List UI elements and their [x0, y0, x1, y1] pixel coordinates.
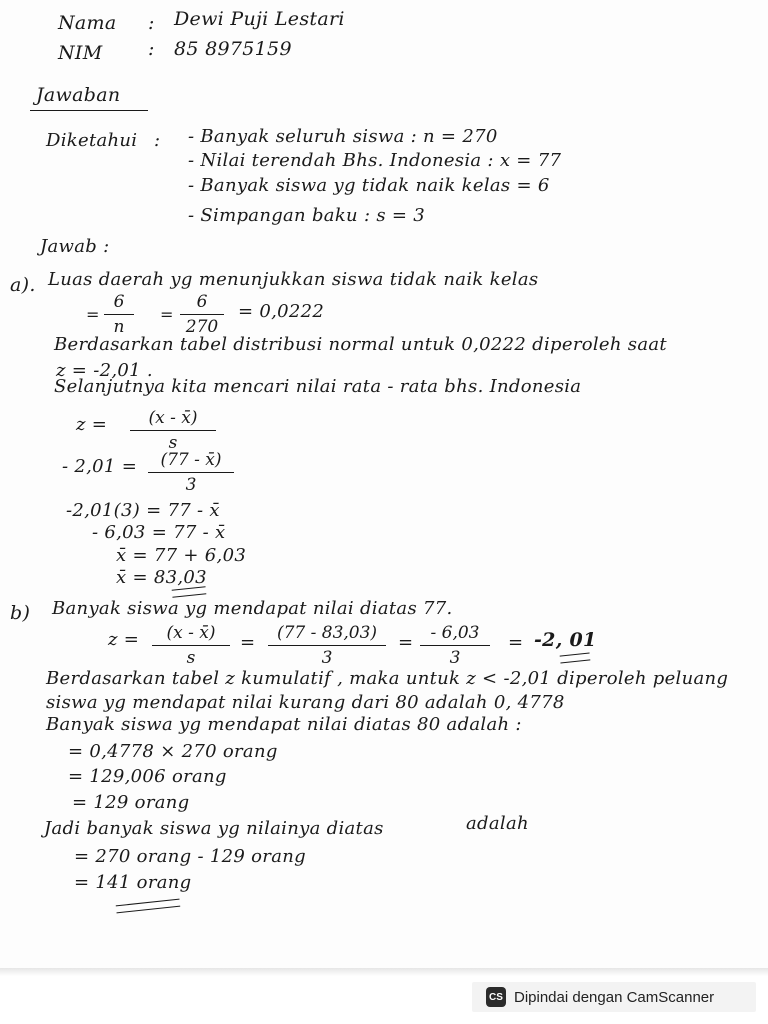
- b-fraction-1-den: s: [186, 648, 196, 668]
- part-b-title: Banyak siswa yg mendapat nilai diatas 77.: [52, 598, 453, 619]
- jawab-label: Jawab :: [40, 236, 110, 257]
- ratio-eq2: =: [160, 305, 174, 324]
- ratio-num-1: 6: [113, 292, 125, 312]
- line-z-value: z = -2,01 .: [56, 360, 153, 381]
- b-fraction-1-num: (x - x̄): [166, 623, 216, 643]
- ratio-result: = 0,0222: [238, 301, 325, 322]
- subst-lhs: - 2,01 =: [62, 456, 138, 477]
- b-fraction-2-bar: [268, 645, 386, 646]
- page-edge-shadow: [0, 968, 768, 976]
- ratio-fraction-2: [180, 294, 224, 336]
- b-fraction-3: [420, 625, 490, 667]
- calc-3: = 129 orang: [72, 792, 190, 813]
- diketahui-item-3: - Banyak siswa yg tidak naik kelas = 6: [188, 175, 550, 196]
- calc-2: = 129,006 orang: [68, 766, 227, 787]
- part-a-title: Luas daerah yg menunjukkan siswa tidak naik kelas: [48, 269, 539, 290]
- b-fraction-2-den: 3: [321, 648, 333, 668]
- b-z-lhs: z =: [108, 629, 140, 650]
- jadi-adalah: adalah: [466, 813, 529, 834]
- diketahui-separator: :: [154, 130, 161, 151]
- nim-label: NIM: [58, 42, 103, 64]
- diketahui-item-2: - Nilai terendah Bhs. Indonesia : x = 77: [188, 150, 562, 171]
- line-siswa-kurang: siswa yg mendapat nilai kurang dari 80 adalah 0, 4778: [46, 692, 565, 713]
- b-eq-a: =: [240, 632, 256, 653]
- camscanner-logo-icon: CS: [486, 987, 506, 1007]
- ratio-eq1: =: [86, 305, 100, 324]
- formula-bar: [130, 430, 216, 431]
- part-a-label: a).: [10, 274, 36, 296]
- b-z-result: -2, 01: [534, 629, 597, 651]
- b-fraction-2: [268, 625, 386, 667]
- jawaban-heading: Jawaban: [36, 84, 121, 106]
- nim-value: 85 8975159: [174, 38, 292, 60]
- subst-den: 3: [185, 475, 197, 495]
- camscanner-watermark-text: Dipindai dengan CamScanner: [514, 988, 715, 1006]
- final-1: = 270 orang - 129 orang: [74, 846, 306, 867]
- ratio-fraction-1: [104, 294, 134, 336]
- diketahui-item-4: - Simpangan baku : s = 3: [188, 205, 426, 226]
- nama-value: Dewi Puji Lestari: [174, 8, 345, 30]
- formula-lhs: z =: [76, 414, 108, 435]
- formula-fraction: [130, 410, 216, 452]
- subst-fraction: [148, 452, 234, 494]
- formula-num: (x - x̄): [148, 408, 198, 428]
- b-eq-b: =: [398, 632, 414, 653]
- jawaban-underline: [30, 110, 148, 111]
- ratio-num-2: 6: [196, 292, 208, 312]
- b-z-result-underline: [560, 652, 591, 663]
- line-banyak-diatas: Banyak siswa yg mendapat nilai diatas 80 adalah :: [46, 714, 522, 735]
- step-1: -2,01(3) = 77 - x̄: [66, 500, 220, 521]
- step-2: - 6,03 = 77 - x̄: [92, 522, 226, 543]
- line-kumulatif: Berdasarkan tabel z kumulatif , maka untuk z < -2,01 diperoleh peluang: [46, 668, 729, 689]
- diketahui-label: Diketahui: [46, 130, 138, 151]
- b-fraction-3-bar: [420, 645, 490, 646]
- nama-label: Nama: [58, 12, 117, 34]
- line-selanjutnya: Selanjutnya kita mencari nilai rata - rata bhs. Indonesia: [54, 376, 582, 397]
- diketahui-item-1: - Banyak seluruh siswa : n = 270: [188, 126, 498, 147]
- final-underline: [116, 899, 180, 914]
- ratio-den-2: 270: [185, 317, 219, 337]
- ratio-den-1: n: [113, 317, 125, 337]
- final-2: = 141 orang: [74, 872, 192, 893]
- part-b-label: b): [10, 602, 31, 624]
- subst-bar: [148, 472, 234, 473]
- line-tabel-distribusi: Berdasarkan tabel distribusi normal untuk 0,0222 diperoleh saat: [54, 334, 667, 355]
- b-fraction-3-num: - 6,03: [430, 623, 480, 643]
- nama-separator: :: [148, 12, 155, 34]
- b-fraction-1-bar: [152, 645, 230, 646]
- subst-num: (77 - x̄): [160, 450, 222, 470]
- ratio-bar-1: [104, 314, 134, 315]
- nim-separator: :: [148, 38, 155, 60]
- jadi-line: Jadi banyak siswa yg nilainya diatas: [44, 818, 384, 839]
- step-3: x̄ = 77 + 6,03: [116, 545, 247, 566]
- b-fraction-2-num: (77 - 83,03): [276, 623, 378, 643]
- step-4: x̄ = 83,03: [116, 567, 207, 588]
- ratio-bar-2: [180, 314, 224, 315]
- b-fraction-1: [152, 625, 230, 667]
- calc-1: = 0,4778 × 270 orang: [68, 741, 278, 762]
- b-fraction-3-den: 3: [449, 648, 461, 668]
- formula-den: s: [168, 433, 178, 453]
- b-eq-c: =: [508, 632, 524, 653]
- camscanner-watermark: [472, 982, 756, 1012]
